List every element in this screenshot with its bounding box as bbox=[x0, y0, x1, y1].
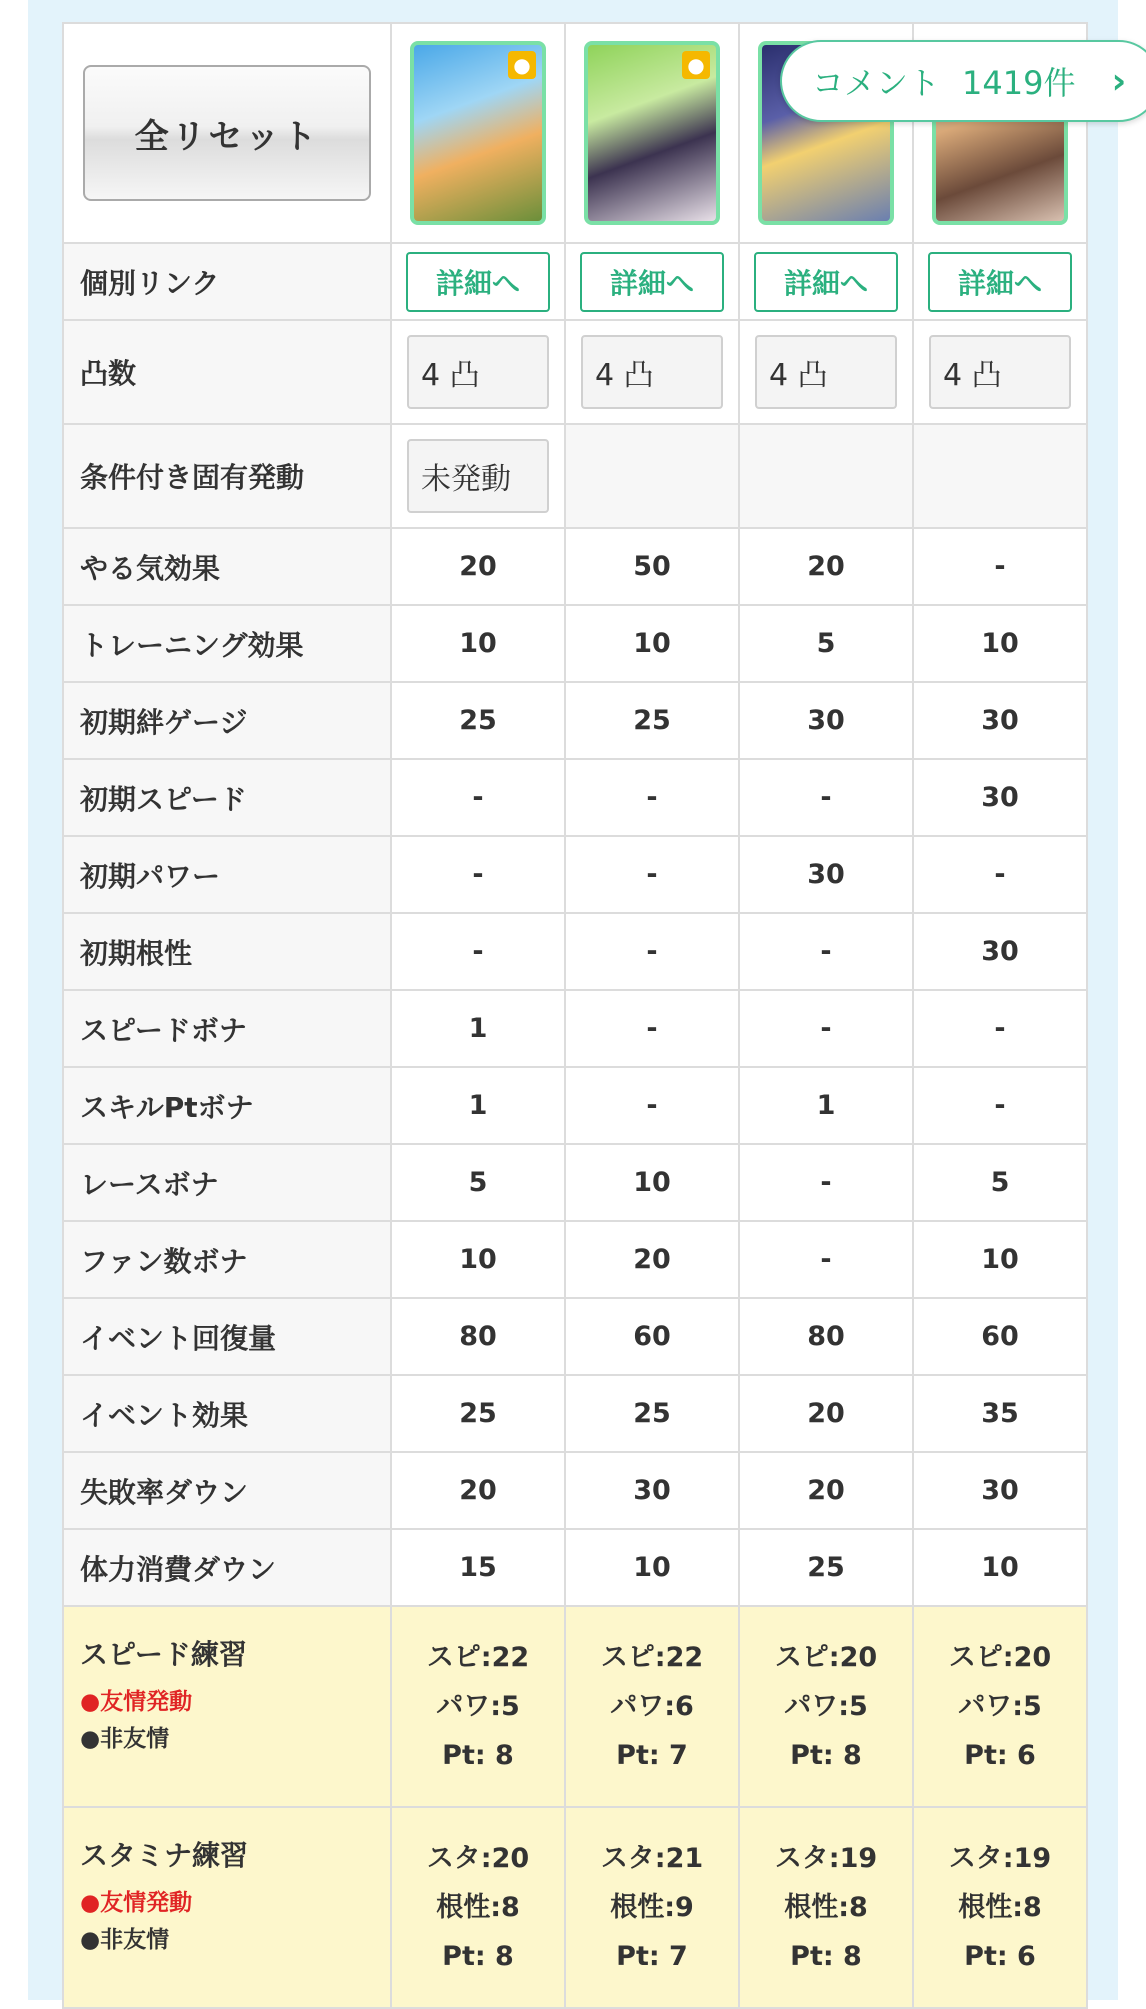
stat-label: トレーニング効果 bbox=[63, 605, 391, 682]
training-label-cell bbox=[63, 1807, 391, 2008]
stat-value: - bbox=[391, 913, 565, 990]
training-value: スピ:20 bbox=[774, 1642, 878, 1673]
detail-cell bbox=[913, 243, 1087, 320]
stat-row bbox=[63, 759, 1087, 836]
stat-value: 30 bbox=[913, 913, 1087, 990]
stat-row bbox=[63, 528, 1087, 605]
training-value: パワ:5 bbox=[784, 1691, 868, 1722]
stat-label: 初期パワー bbox=[63, 836, 391, 913]
training-value-cell bbox=[565, 1807, 739, 2008]
stat-value: 20 bbox=[739, 1375, 913, 1452]
stat-value: 10 bbox=[913, 605, 1087, 682]
stat-value: 25 bbox=[565, 682, 739, 759]
stat-row bbox=[63, 990, 1087, 1067]
stat-value: - bbox=[739, 990, 913, 1067]
stat-label: 体力消費ダウン bbox=[63, 1529, 391, 1606]
training-row bbox=[63, 1807, 1087, 2008]
row-label-conditional: 条件付き固有発動 bbox=[63, 424, 391, 528]
stat-value: 80 bbox=[739, 1298, 913, 1375]
stat-label: やる気効果 bbox=[63, 528, 391, 605]
reset-cell bbox=[63, 23, 391, 243]
training-label: スピード練習 bbox=[80, 1638, 247, 1671]
non-friend-legend: ●非友情 bbox=[80, 1927, 170, 1953]
detail-cell bbox=[565, 243, 739, 320]
stat-row bbox=[63, 913, 1087, 990]
detail-link-button[interactable]: 詳細へ bbox=[928, 252, 1072, 312]
training-value: 根性:8 bbox=[436, 1892, 520, 1923]
stat-value: - bbox=[913, 836, 1087, 913]
training-value: スピ:22 bbox=[600, 1642, 704, 1673]
limit-break-select[interactable]: 4 凸 bbox=[581, 335, 723, 409]
stat-row bbox=[63, 1375, 1087, 1452]
friend-activation-legend: ●友情発動 bbox=[80, 1689, 193, 1715]
stat-value: 10 bbox=[913, 1529, 1087, 1606]
stat-value: 10 bbox=[565, 1529, 739, 1606]
training-value: Pt: 8 bbox=[442, 1941, 514, 1972]
training-value: Pt: 6 bbox=[964, 1740, 1036, 1771]
limit-break-select[interactable]: 4 凸 bbox=[755, 335, 897, 409]
stat-value: 30 bbox=[565, 1452, 739, 1529]
stat-value: - bbox=[565, 913, 739, 990]
limit-cell bbox=[565, 320, 739, 424]
stat-label: 初期スピード bbox=[63, 759, 391, 836]
comments-button[interactable] bbox=[780, 40, 1146, 122]
stat-value: 80 bbox=[391, 1298, 565, 1375]
training-value: Pt: 8 bbox=[442, 1740, 514, 1771]
training-value: 根性:8 bbox=[958, 1892, 1042, 1923]
stat-value: 60 bbox=[913, 1298, 1087, 1375]
training-label: スタミナ練習 bbox=[80, 1839, 249, 1872]
stat-value: - bbox=[913, 1067, 1087, 1144]
stat-value: - bbox=[565, 1067, 739, 1144]
row-label-link: 個別リンク bbox=[63, 243, 391, 320]
stat-row bbox=[63, 836, 1087, 913]
stat-value: 20 bbox=[739, 528, 913, 605]
training-value: パワ:5 bbox=[436, 1691, 520, 1722]
stat-value: 5 bbox=[391, 1144, 565, 1221]
stat-value: 30 bbox=[913, 682, 1087, 759]
stat-value: 1 bbox=[391, 1067, 565, 1144]
support-card-compare-table bbox=[62, 22, 1088, 2009]
training-value: Pt: 7 bbox=[616, 1740, 688, 1771]
stat-label: イベント回復量 bbox=[63, 1298, 391, 1375]
support-card-image[interactable] bbox=[410, 41, 546, 225]
stat-row bbox=[63, 682, 1087, 759]
training-value: Pt: 8 bbox=[790, 1740, 862, 1771]
card-cell bbox=[565, 23, 739, 243]
non-friend-legend: ●非友情 bbox=[80, 1726, 170, 1752]
training-value-cell bbox=[913, 1606, 1087, 1807]
detail-link-button[interactable]: 詳細へ bbox=[754, 252, 898, 312]
row-label-limit-break: 凸数 bbox=[63, 320, 391, 424]
conditional-cell bbox=[391, 424, 565, 528]
training-value: Pt: 8 bbox=[790, 1941, 862, 1972]
training-label-cell bbox=[63, 1606, 391, 1807]
stat-row bbox=[63, 1067, 1087, 1144]
training-value: スタ:19 bbox=[948, 1843, 1052, 1874]
stat-value: - bbox=[913, 528, 1087, 605]
stat-value: 10 bbox=[913, 1221, 1087, 1298]
stat-label: 失敗率ダウン bbox=[63, 1452, 391, 1529]
stat-row bbox=[63, 1452, 1087, 1529]
stat-label: イベント効果 bbox=[63, 1375, 391, 1452]
training-value: スタ:20 bbox=[426, 1843, 530, 1874]
stat-row bbox=[63, 1298, 1087, 1375]
stat-value: - bbox=[739, 1221, 913, 1298]
training-value: スピ:20 bbox=[948, 1642, 1052, 1673]
support-card-image[interactable] bbox=[584, 41, 720, 225]
training-value: 根性:9 bbox=[610, 1892, 694, 1923]
stat-value: 35 bbox=[913, 1375, 1087, 1452]
stat-value: - bbox=[391, 836, 565, 913]
training-value: Pt: 6 bbox=[964, 1941, 1036, 1972]
stat-row bbox=[63, 1144, 1087, 1221]
limit-break-select[interactable]: 4 凸 bbox=[407, 335, 549, 409]
stat-value: 30 bbox=[913, 759, 1087, 836]
stat-value: 1 bbox=[391, 990, 565, 1067]
comments-label: コメント bbox=[812, 64, 941, 102]
stat-row bbox=[63, 1221, 1087, 1298]
training-value-cell bbox=[391, 1807, 565, 2008]
training-value: Pt: 7 bbox=[616, 1941, 688, 1972]
training-value-cell bbox=[739, 1606, 913, 1807]
chevron-right-icon: › bbox=[1111, 60, 1127, 102]
empty-cell bbox=[739, 424, 913, 528]
person-icon: ● bbox=[508, 51, 536, 79]
stat-value: 60 bbox=[565, 1298, 739, 1375]
stat-value: - bbox=[739, 913, 913, 990]
training-value: パワ:6 bbox=[610, 1691, 694, 1722]
stat-value: 5 bbox=[913, 1144, 1087, 1221]
stat-value: 20 bbox=[565, 1221, 739, 1298]
stat-value: 1 bbox=[739, 1067, 913, 1144]
stat-value: 5 bbox=[739, 605, 913, 682]
limit-cell bbox=[739, 320, 913, 424]
stat-label: スピードボナ bbox=[63, 990, 391, 1067]
training-value-cell bbox=[565, 1606, 739, 1807]
stat-value: - bbox=[913, 990, 1087, 1067]
training-value-cell bbox=[739, 1807, 913, 2008]
person-icon: ● bbox=[682, 51, 710, 79]
detail-cell bbox=[391, 243, 565, 320]
stat-value: - bbox=[565, 759, 739, 836]
stat-value: 20 bbox=[739, 1452, 913, 1529]
stat-row bbox=[63, 1529, 1087, 1606]
training-value-cell bbox=[391, 1606, 565, 1807]
reset-all-button[interactable]: 全リセット bbox=[83, 65, 371, 201]
training-value: スタ:21 bbox=[600, 1843, 704, 1874]
stat-value: 25 bbox=[391, 1375, 565, 1452]
stat-value: 25 bbox=[565, 1375, 739, 1452]
conditional-activation-select[interactable]: 未発動 bbox=[407, 439, 549, 513]
stat-value: 25 bbox=[739, 1529, 913, 1606]
training-value-cell bbox=[913, 1807, 1087, 2008]
stat-value: 10 bbox=[391, 605, 565, 682]
friend-activation-legend: ●友情発動 bbox=[80, 1890, 193, 1916]
stat-value: 10 bbox=[391, 1221, 565, 1298]
stat-value: - bbox=[391, 759, 565, 836]
stat-value: 25 bbox=[391, 682, 565, 759]
stat-label: ファン数ボナ bbox=[63, 1221, 391, 1298]
stat-value: 50 bbox=[565, 528, 739, 605]
stat-value: - bbox=[565, 836, 739, 913]
training-value: スタ:19 bbox=[774, 1843, 878, 1874]
stat-value: 30 bbox=[913, 1452, 1087, 1529]
stat-row bbox=[63, 605, 1087, 682]
comments-count: 1419件 bbox=[962, 64, 1076, 102]
stat-value: 10 bbox=[565, 1144, 739, 1221]
stat-value: - bbox=[739, 759, 913, 836]
stat-value: 20 bbox=[391, 528, 565, 605]
detail-link-button[interactable]: 詳細へ bbox=[580, 252, 724, 312]
limit-cell bbox=[913, 320, 1087, 424]
training-row bbox=[63, 1606, 1087, 1807]
detail-cell bbox=[739, 243, 913, 320]
stat-value: 30 bbox=[739, 682, 913, 759]
detail-link-button[interactable]: 詳細へ bbox=[406, 252, 550, 312]
card-cell bbox=[391, 23, 565, 243]
stat-value: - bbox=[739, 1144, 913, 1221]
limit-break-select[interactable]: 4 凸 bbox=[929, 335, 1071, 409]
stat-value: 10 bbox=[565, 605, 739, 682]
stat-value: 20 bbox=[391, 1452, 565, 1529]
training-value: スピ:22 bbox=[426, 1642, 530, 1673]
empty-cell bbox=[565, 424, 739, 528]
stat-label: 初期絆ゲージ bbox=[63, 682, 391, 759]
training-value: パワ:5 bbox=[958, 1691, 1042, 1722]
stat-value: 15 bbox=[391, 1529, 565, 1606]
stat-label: 初期根性 bbox=[63, 913, 391, 990]
limit-cell bbox=[391, 320, 565, 424]
stat-value: 30 bbox=[739, 836, 913, 913]
training-value: 根性:8 bbox=[784, 1892, 868, 1923]
empty-cell bbox=[913, 424, 1087, 528]
stat-label: スキルPtボナ bbox=[63, 1067, 391, 1144]
stat-value: - bbox=[565, 990, 739, 1067]
stat-label: レースボナ bbox=[63, 1144, 391, 1221]
